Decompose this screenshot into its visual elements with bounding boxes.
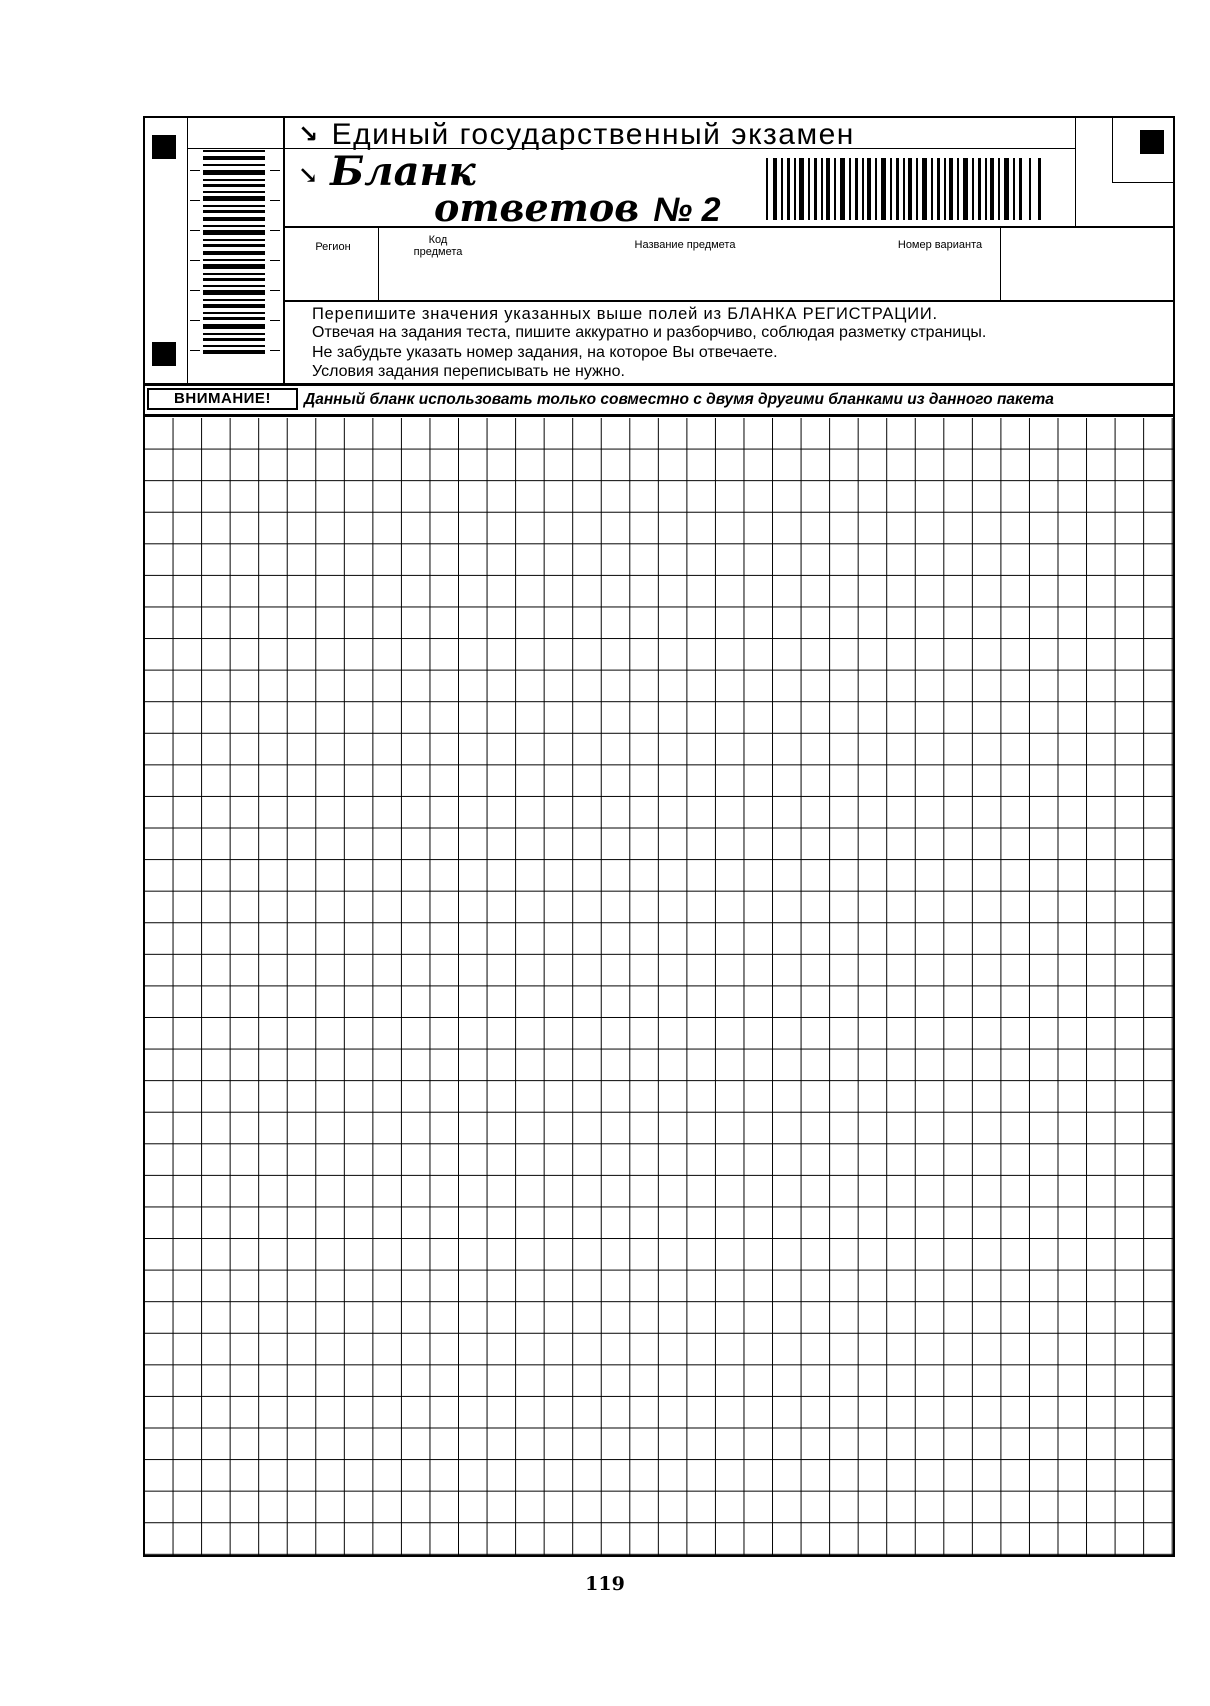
answer-grid[interactable] — [145, 418, 1173, 1555]
barcode-tick — [190, 350, 200, 351]
instruction-line-1: Перепишите значения указанных выше полей из БЛАНКА РЕГИСТРАЦИИ. — [312, 305, 938, 323]
barcode-title-right-border — [1075, 116, 1076, 226]
barcode-tick — [190, 290, 200, 291]
instruction-line-2: Отвечая на задания теста, пишите аккуратно и разборчиво, соблюдая разметку страницы. — [312, 324, 987, 341]
barcode-tick — [270, 170, 280, 171]
field-label-subject-code: Код предмета — [413, 234, 463, 258]
attention-row-bottom — [143, 414, 1175, 417]
page-number: 119 — [585, 1573, 625, 1595]
blank-title-text-2: ответов — [434, 185, 640, 230]
blank-number: № 2 — [653, 191, 721, 229]
right-marker-box-bottom — [1112, 182, 1175, 183]
corner-marker-top-right — [1140, 130, 1164, 154]
barcode-tick — [190, 200, 200, 201]
exam-title-text: Единый государственный экзамен — [331, 118, 855, 151]
attention-text: Данный бланк использовать только совместно с двумя другими бланками из данного пакета — [304, 391, 1054, 408]
instruction-line-3: Не забудьте указать номер задания, на которое Вы отвечаете. — [312, 344, 778, 361]
barcode-tick — [270, 290, 280, 291]
vertical-barcode — [203, 148, 265, 358]
field-label-variant-number: Номер варианта — [897, 239, 983, 251]
field-separator-2 — [1000, 228, 1001, 300]
instruction-line-4: Условия задания переписывать не нужно. — [312, 363, 625, 380]
barcode-tick — [270, 230, 280, 231]
corner-marker-top-left — [152, 135, 176, 159]
right-marker-box-left — [1112, 116, 1113, 182]
fields-row-top — [283, 226, 1175, 228]
blank-title-line2 — [434, 186, 721, 232]
field-label-region: Регион — [315, 241, 351, 253]
barcode-tick — [270, 350, 280, 351]
fields-row-bottom — [283, 300, 1175, 302]
arrow-icon: ↘ — [298, 160, 319, 189]
arrow-icon: ↘ — [298, 121, 320, 148]
corner-marker-bottom-left — [152, 342, 176, 366]
left-column-border — [187, 116, 188, 386]
barcode-tick — [270, 200, 280, 201]
barcode-tick — [190, 170, 200, 171]
barcode-tick — [270, 260, 280, 261]
horizontal-barcode — [766, 158, 1042, 220]
barcode-column-border — [283, 116, 285, 386]
field-label-subject-name: Название предмета — [634, 239, 736, 251]
barcode-tick — [190, 320, 200, 321]
barcode-tick — [190, 230, 200, 231]
instructions-row-bottom — [143, 383, 1175, 386]
field-separator-1 — [378, 228, 379, 300]
barcode-tick — [270, 320, 280, 321]
barcode-tick — [190, 260, 200, 261]
attention-label: ВНИМАНИЕ! — [147, 388, 298, 410]
blank-title-text: Бланк — [330, 148, 476, 195]
